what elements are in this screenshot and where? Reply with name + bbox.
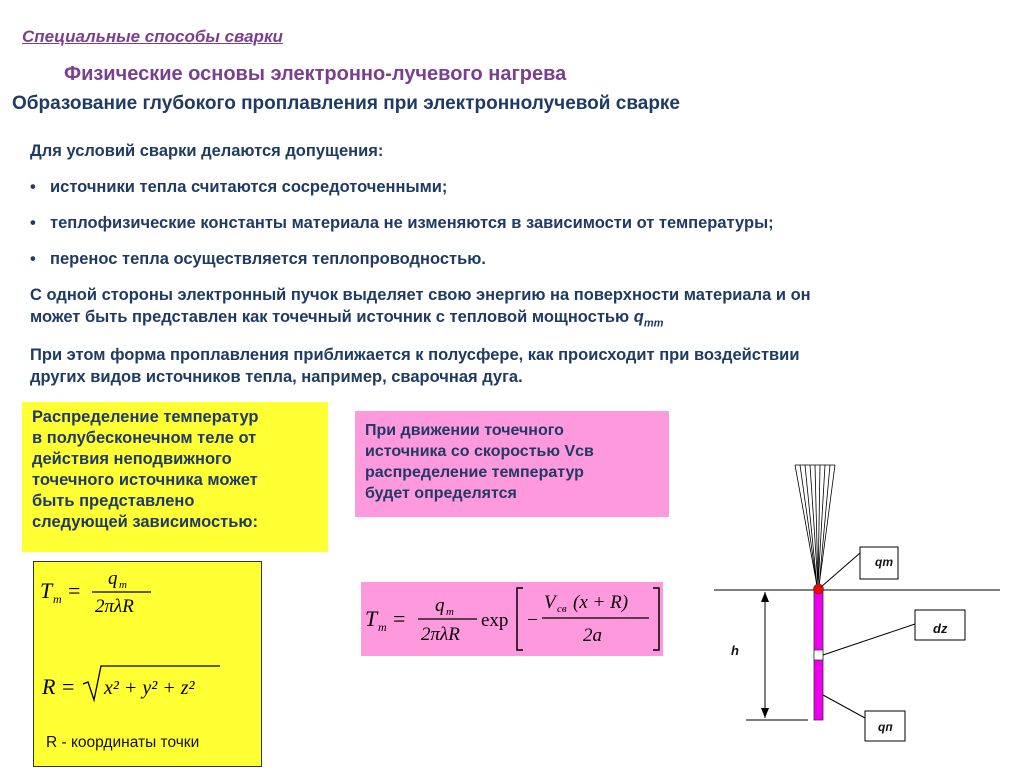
- svg-text:T: T: [365, 606, 378, 631]
- svg-text:(x + R): (x + R): [573, 592, 629, 613]
- svg-text:m: m: [53, 592, 62, 606]
- leader-qp: [823, 695, 865, 718]
- arrow-up-icon: [761, 592, 769, 602]
- svg-text:2a: 2a: [583, 625, 602, 646]
- svg-text:2πλR: 2πλR: [95, 596, 134, 617]
- svg-text:св: св: [557, 603, 567, 615]
- svg-text:x² + y² + z²: x² + y² + z²: [104, 677, 195, 699]
- svg-text:V: V: [544, 592, 556, 613]
- bullet-icon: •: [30, 178, 36, 196]
- svg-text:−: −: [527, 609, 539, 631]
- section-heading: Специальные способы сварки: [22, 27, 283, 46]
- coordinates-note: R - координаты точки: [46, 734, 200, 751]
- electron-beam: [795, 465, 835, 586]
- slide-subtitle: Образование глубокого проплавления при электроннолучевой сварке: [12, 93, 680, 114]
- paragraph-beam: С одной стороны электронный пучок выделяет свою энергию на поверхности материала и он может быть представлен как точечный источник с тепловой мощностью $q_{тт}$: [30, 286, 811, 330]
- svg-text:m: m: [378, 620, 387, 634]
- label-qp: qп: [878, 720, 893, 734]
- moving-source-note: При движении точечного источника со скоростью Vсв распределение температур будет определятся: [355, 411, 669, 517]
- label-qm: qm: [875, 555, 893, 569]
- svg-text:q: q: [108, 568, 118, 589]
- paragraph-shape: При этом форма проплавления приближается к полусфере, как происходит при воздействии других видов источников тепла, например, сварочная дуга.: [30, 346, 800, 386]
- label-dz: dz: [933, 621, 948, 636]
- moving-formula-box: [361, 582, 663, 656]
- bullet-item: • перенос тепла осуществляется теплопроводностью.: [30, 250, 486, 268]
- svg-text:T: T: [40, 578, 53, 603]
- beam-diagram: [690, 455, 1020, 767]
- bullet-icon: •: [30, 214, 36, 232]
- label-h: h: [731, 643, 739, 658]
- dz-element: [814, 650, 823, 660]
- slide-title: Физические основы электронно-лучевого нагрева: [64, 63, 567, 85]
- moving-formula: [361, 582, 663, 656]
- svg-text:=: =: [393, 606, 406, 631]
- leader-qm: [821, 553, 860, 587]
- svg-text:R: R: [42, 674, 56, 699]
- svg-text:m: m: [446, 606, 454, 618]
- static-source-note: Распределение температур в полубесконечном теле от действия неподвижного точечного источника может быть представлено следующей зависимостью:: [22, 402, 328, 552]
- svg-text:2πλR: 2πλR: [421, 624, 460, 645]
- svg-text:exp: exp: [481, 610, 509, 631]
- bullet-icon: •: [30, 250, 36, 268]
- svg-text:=: =: [62, 674, 75, 699]
- bullet-item: • источники тепла считаются сосредоточенными;: [30, 178, 448, 196]
- svg-text:q: q: [435, 595, 445, 616]
- arrow-down-icon: [761, 708, 769, 718]
- assumptions-intro: Для условий сварки делаются допущения:: [30, 142, 384, 160]
- leader-dz: [823, 624, 915, 655]
- svg-text:=: =: [68, 578, 81, 603]
- svg-text:m: m: [119, 579, 127, 591]
- bullet-item: • теплофизические константы материала не изменяются в зависимости от температуры;: [30, 214, 774, 232]
